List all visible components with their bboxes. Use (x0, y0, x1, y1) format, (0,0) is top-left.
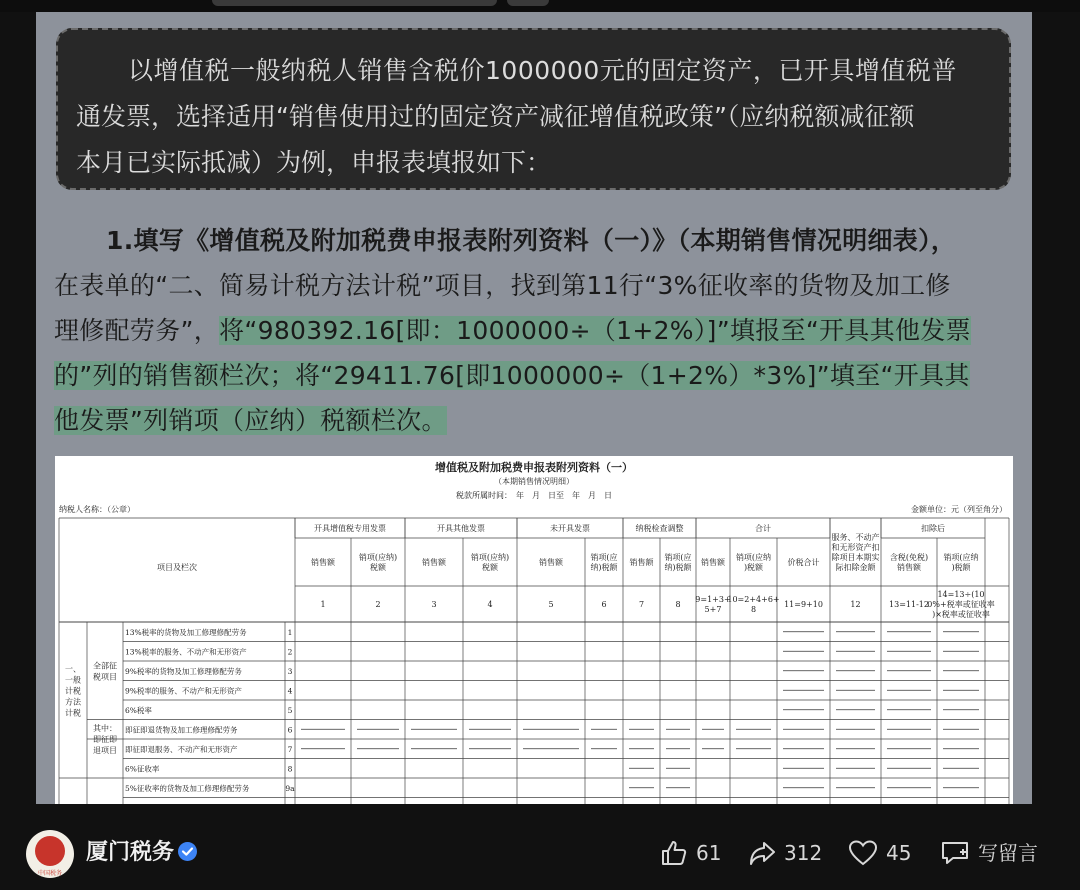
comment-label: 写留言 (978, 841, 1038, 865)
example-callout (56, 28, 1011, 190)
col-number: 5 (548, 600, 554, 609)
section-label: 一、一般计税方法计税 (65, 664, 81, 718)
row-label: 6%税率 (125, 706, 152, 715)
col-header: 销售额 (311, 558, 335, 567)
col-header: 含税(免税)销售额 (889, 553, 929, 572)
col-number: 11=9+10 (784, 600, 823, 609)
para-line-3: 理修配劳务”， (54, 316, 220, 345)
account-name[interactable]: 厦门税务 (86, 840, 175, 865)
col-header: 价税合计 (787, 558, 820, 567)
action-bar (0, 836, 1080, 870)
share-count: 312 (784, 841, 823, 865)
row-number: 5 (287, 706, 293, 715)
top-bar (0, 0, 1080, 12)
row-number: 7 (287, 745, 293, 754)
row-number: 2 (287, 647, 293, 657)
col-number: 13=11-12 (889, 600, 929, 609)
callout-line-1: 以增值税一般纳税人销售含税价1000000元的固定资产，已开具增值税普 (128, 56, 957, 85)
group-header: 未开具发票 (550, 524, 590, 533)
highlight-3[interactable]: 他发票”列销项（应纳）税额栏次。 (54, 406, 447, 435)
col-header: 销售额 (701, 558, 725, 567)
tab-pill-small[interactable] (507, 0, 549, 6)
share-button[interactable] (748, 836, 822, 870)
form-image (55, 456, 1013, 804)
form-subtitle: （本期销售情况明细） (494, 477, 574, 486)
share-arrow-icon (748, 839, 776, 867)
col-header: 销项(应纳)税额 (664, 553, 692, 572)
like-count: 61 (696, 841, 722, 865)
comment-button[interactable] (940, 836, 1038, 870)
col-number: 6 (601, 600, 607, 609)
col-header: 销项(应纳)税额 (735, 553, 772, 572)
group-header: 合计 (755, 524, 771, 533)
group-header: 开具增值税专用发票 (314, 524, 386, 533)
heart-count: 45 (886, 841, 912, 865)
instruction-paragraph (54, 218, 1026, 443)
col-number: 7 (638, 600, 645, 609)
like-button[interactable] (660, 836, 721, 870)
col-header: 销售额 (539, 558, 563, 567)
row-label: 13%税率的货物及加工修理修配劳务 (125, 628, 247, 637)
heart-icon (848, 839, 878, 867)
col-number: 1 (320, 600, 326, 609)
row-label: 9%税率的货物及加工修理修配劳务 (125, 667, 242, 676)
group-header: 开具其他发票 (437, 524, 485, 533)
row-label: 9%税率的服务、不动产和无形资产 (125, 686, 242, 696)
col-number: 3 (431, 600, 437, 609)
highlight-2[interactable]: 的”列的销售额栏次；将“29411.76[即1000000÷（1+2%）*3%]”填至“开具其 (54, 361, 970, 390)
col-number: 12 (850, 600, 861, 609)
row-label: 即征即退货物及加工修理修配劳务 (125, 725, 238, 735)
row-number: 8 (287, 764, 293, 774)
form-table (55, 456, 1013, 804)
col-number: 9=1+3+ 5+7 (695, 595, 731, 614)
group-header-deduction: 服务、不动产和无形资产扣除项目本期实际扣除金额 (831, 533, 880, 572)
article-content (36, 12, 1032, 804)
comment-icon (940, 839, 970, 867)
sub-label-instant: 其中：即征即退项目 (93, 724, 117, 755)
taxpayer-name: 纳税人名称：（公章） (59, 505, 135, 514)
item-header: 项目及栏次 (157, 563, 197, 572)
tab-pill[interactable] (212, 0, 497, 6)
col-number: 14=13÷(10 0%+税率或征收率)×税率或征收率 (927, 590, 995, 619)
row-number: 6 (287, 725, 293, 735)
col-number: 2 (375, 600, 381, 609)
row-label: 6%征收率 (125, 764, 160, 774)
row-number: 9a (285, 784, 295, 793)
col-number: 10=2+4+6+ 8 (727, 595, 780, 614)
col-header: 销项(应纳)税额 (470, 553, 510, 572)
group-header: 纳税检查调整 (635, 524, 684, 533)
para-line-2: 在表单的“二、简易计税方法计税”项目，找到第11行“3%征收率的货物及加工修 (54, 271, 951, 300)
form-period: 税款所属时间： 年 月 日至 年 月 日 (456, 491, 612, 500)
row-number: 3 (287, 667, 293, 676)
thumbs-up-icon (660, 839, 688, 867)
favorite-button[interactable] (848, 836, 911, 870)
row-label: 5%征收率的货物及加工修理修配劳务 (125, 784, 250, 793)
col-header: 销售额 (422, 558, 446, 567)
row-number: 1 (287, 628, 293, 637)
logo-caption: 中国税务 (37, 870, 62, 877)
step-heading: 1.填写《增值税及附加税费申报表附列资料（一）》（本期销售情况明细表）， (106, 226, 957, 255)
callout-line-2: 通发票，选择适用“销售使用过的固定资产减征增值税政策”（应纳税额减征额 (76, 102, 915, 131)
row-number: 4 (287, 686, 293, 696)
col-header: 销项(应纳)税额 (590, 553, 618, 572)
sub-label-all: 全部征税项目 (93, 661, 117, 682)
form-title: 增值税及附加税费申报表附列资料（一） (435, 461, 633, 474)
row-label: 13%税率的服务、不动产和无形资产 (125, 647, 247, 657)
col-header: 销项(应纳)税额 (358, 553, 398, 572)
highlight-1[interactable]: 将“980392.16[即：1000000÷（1+2%）]”填报至“开具其他发票 (219, 316, 971, 345)
col-header: 销售额 (629, 558, 654, 567)
row-label: 即征即退服务、不动产和无形资产 (125, 745, 238, 754)
group-header: 扣除后 (921, 524, 945, 533)
col-header: 销项(应纳)税额 (943, 553, 979, 572)
amount-unit: 金额单位：元（列至角分） (911, 505, 1007, 514)
col-number: 4 (487, 600, 493, 609)
callout-line-3: 本月已实际抵减）为例，申报表填报如下： (76, 148, 552, 177)
col-number: 8 (675, 600, 681, 609)
